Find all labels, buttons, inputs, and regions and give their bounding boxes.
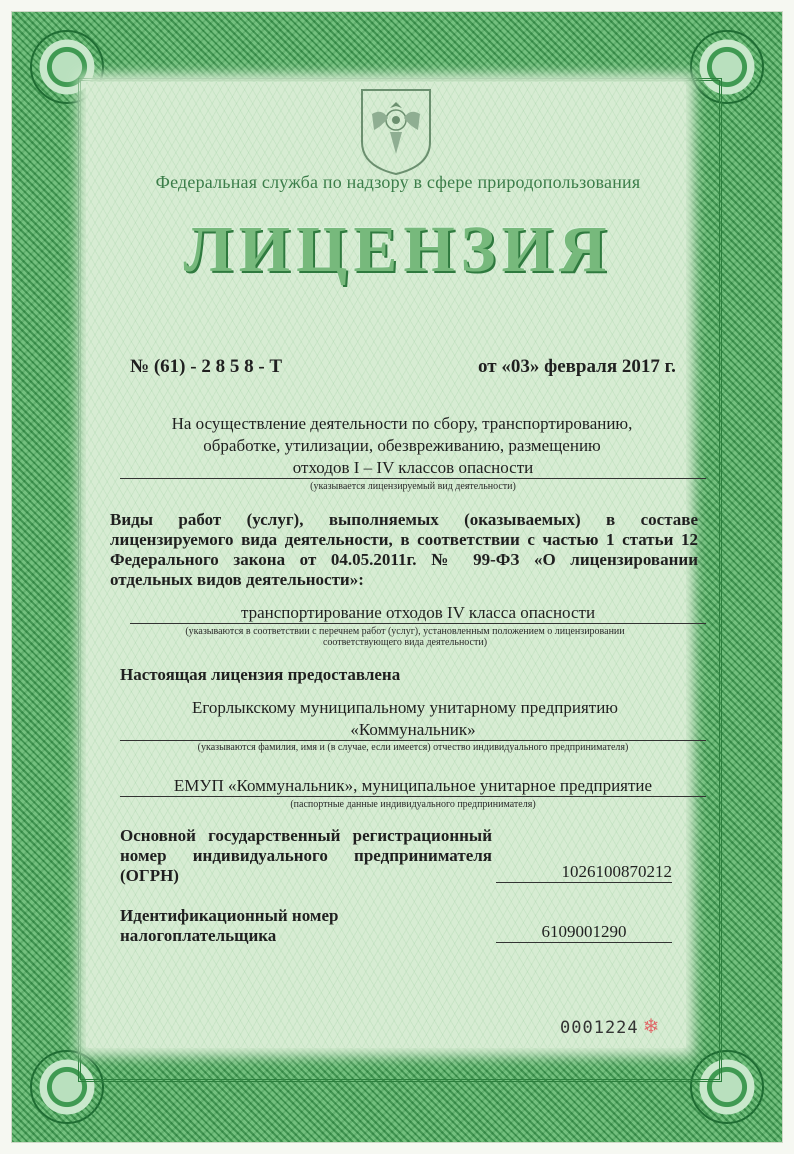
inn-value: 6109001290 bbox=[496, 922, 672, 943]
coat-of-arms-icon bbox=[356, 84, 436, 176]
activity-line-1: На осуществление деятельности по сбору, транспортированию, bbox=[171, 414, 633, 433]
activity-line-3: отходов I – IV классов опасности bbox=[120, 458, 706, 479]
holder-name-hint: (указываются фамилия, имя и (в случае, если имеется) отчество индивидуального предпринимателя) bbox=[197, 742, 629, 753]
works-intro: Виды работ (услуг), выполняемых (оказываемых) в составе лицензируемого вида деятельности, в соответствии с частью 1 статьи 12 Федерального закона от 04.05.2011г. № 99-ФЗ «О лицензировании отдельных видов деятельности»: bbox=[110, 510, 698, 589]
holder-short-hint: (паспортные данные индивидуального предпринимателя) bbox=[290, 799, 536, 810]
works-hint: (указываются в соответствии с перечнем работ (услуг), установленным положением о лицензировании соответствующего вида деятельности) bbox=[185, 626, 625, 648]
license-number: № (61) - 2 8 5 8 - Т bbox=[130, 356, 283, 377]
license-date: от «03» февраля 2017 г. bbox=[478, 356, 676, 377]
activity-line-2: обработке, утилизации, обезвреживанию, размещению bbox=[203, 436, 601, 455]
holder-short-name: ЕМУП «Коммунальник», муниципальное унитарное предприятие bbox=[120, 776, 706, 797]
holder-name-line-2: «Коммунальник» bbox=[120, 720, 706, 741]
serial-block bbox=[560, 1014, 659, 1039]
ogrn-label: Основной государственный регистрационный номер индивидуального предпринимателя (ОГРН) bbox=[120, 826, 492, 885]
holder-name-line-1: Егорлыкскому муниципальному унитарному предприятию bbox=[191, 698, 618, 717]
activity-hint: (указывается лицензируемый вид деятельности) bbox=[310, 481, 516, 492]
ogrn-value: 1026100870212 bbox=[496, 862, 672, 883]
works-value: транспортирование отходов IV класса опасности bbox=[130, 603, 706, 624]
serial-number: 0001224 bbox=[560, 1018, 639, 1038]
page-title: ЛИЦЕНЗИЯ bbox=[183, 213, 613, 286]
inn-label: Идентификационный номер налогоплательщика bbox=[120, 906, 339, 945]
holder-label: Настоящая лицензия предоставлена bbox=[120, 665, 401, 684]
snowflake-icon: ❄ bbox=[642, 1016, 660, 1038]
issuing-agency: Федеральная служба по надзору в сфере природопользования bbox=[155, 172, 641, 192]
